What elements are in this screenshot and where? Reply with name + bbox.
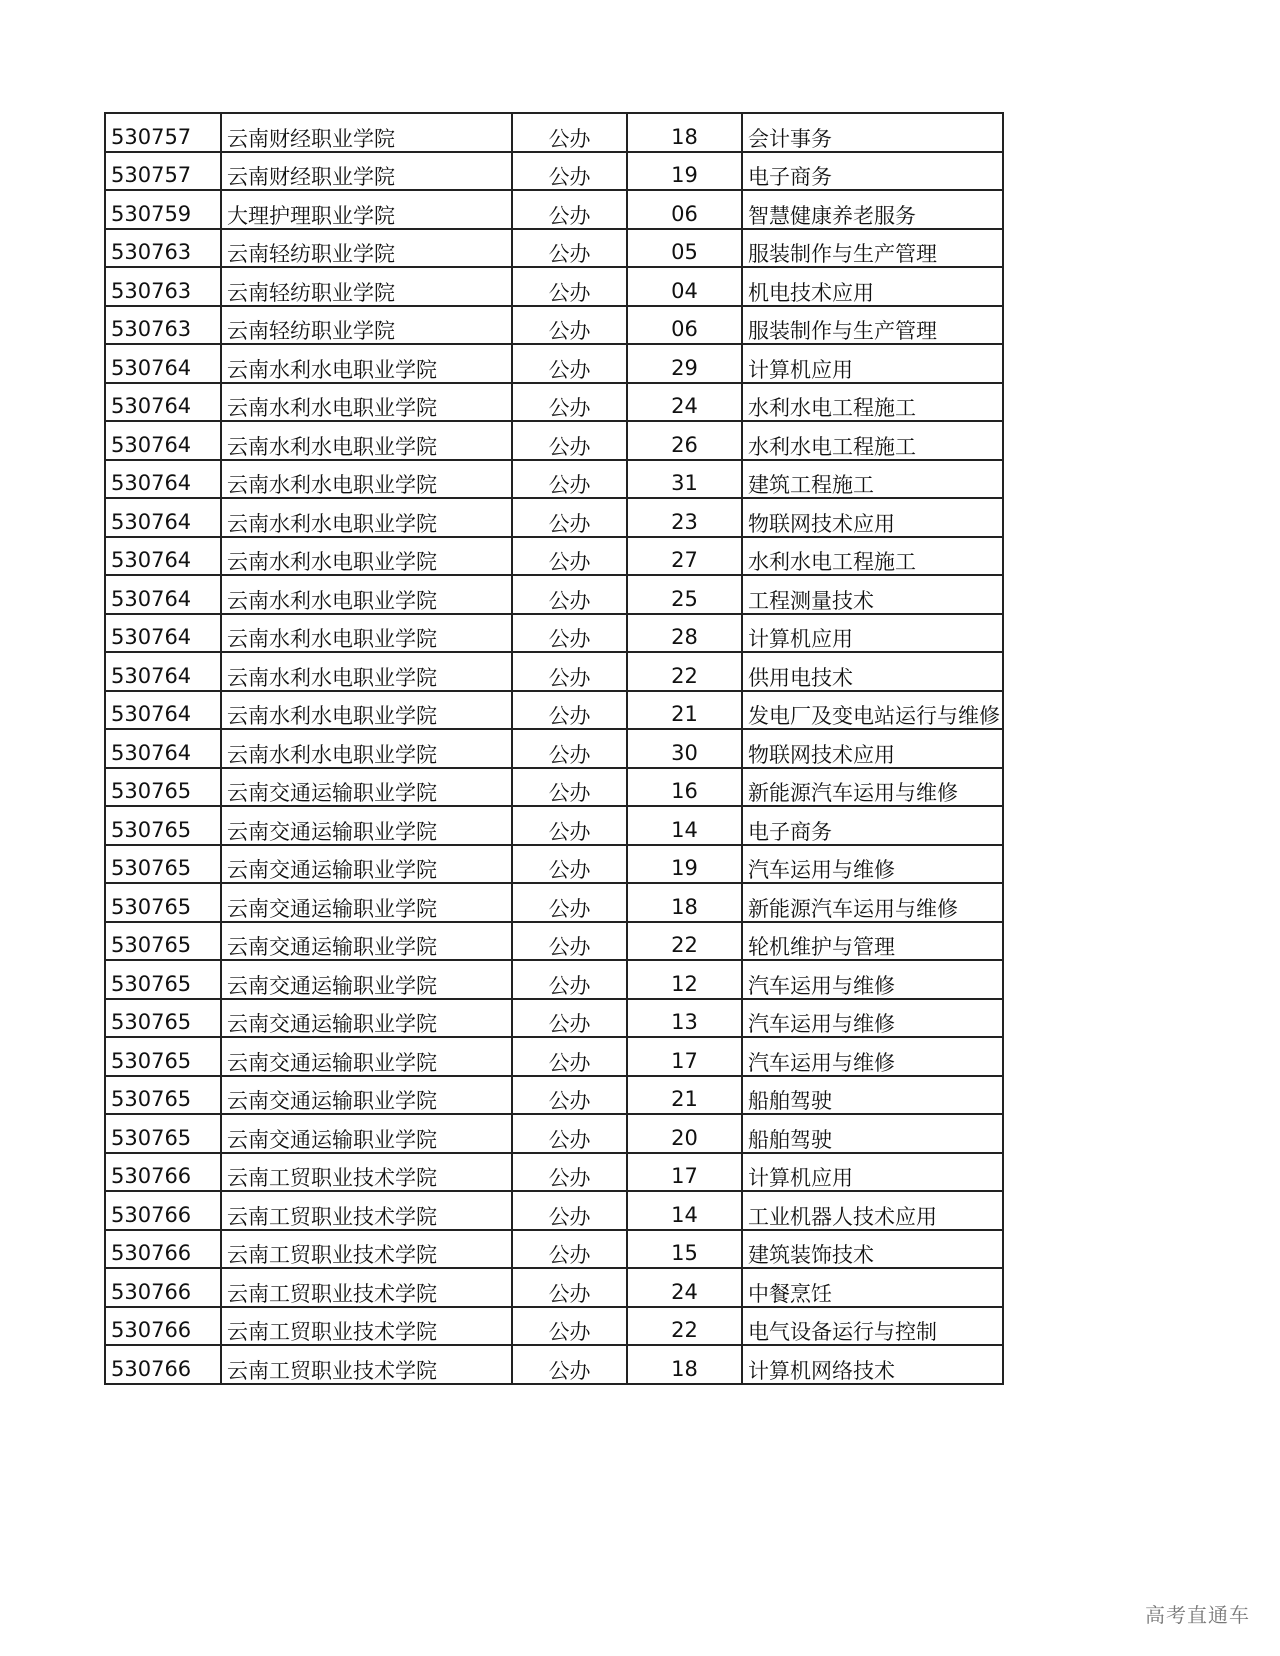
- institution-code-cell: 530765: [105, 922, 221, 961]
- institution-name-cell: 云南交通运输职业学院: [221, 806, 512, 845]
- major-name-cell: 工程测量技术: [742, 575, 1003, 614]
- major-name-cell: 计算机网络技术: [742, 1345, 1003, 1384]
- institution-name-cell: 云南水利水电职业学院: [221, 344, 512, 383]
- major-name-cell: 轮机维护与管理: [742, 922, 1003, 961]
- major-number-cell: 18: [627, 1345, 742, 1384]
- major-number-cell: 17: [627, 1153, 742, 1192]
- table-row: [105, 1345, 1003, 1384]
- ownership-type-cell: 公办: [512, 1037, 627, 1076]
- institution-code-cell: 530764: [105, 729, 221, 768]
- major-name-cell: 汽车运用与维修: [742, 1037, 1003, 1076]
- major-number-cell: 05: [627, 229, 742, 268]
- table-row: [105, 845, 1003, 884]
- major-number-cell: 18: [627, 113, 742, 152]
- major-name-cell: 新能源汽车运用与维修: [742, 768, 1003, 807]
- institution-name-cell: 大理护理职业学院: [221, 190, 512, 229]
- ownership-type-cell: 公办: [512, 922, 627, 961]
- table-row: [105, 267, 1003, 306]
- institution-name-cell: 云南轻纺职业学院: [221, 306, 512, 345]
- ownership-type-cell: 公办: [512, 267, 627, 306]
- ownership-type-cell: 公办: [512, 421, 627, 460]
- institution-name-cell: 云南交通运输职业学院: [221, 1037, 512, 1076]
- table-row: [105, 498, 1003, 537]
- institution-code-cell: 530764: [105, 652, 221, 691]
- institution-name-cell: 云南工贸职业技术学院: [221, 1230, 512, 1269]
- major-number-cell: 24: [627, 1268, 742, 1307]
- table-row: [105, 537, 1003, 576]
- major-name-cell: 新能源汽车运用与维修: [742, 883, 1003, 922]
- institution-name-cell: 云南水利水电职业学院: [221, 575, 512, 614]
- institution-name-cell: 云南水利水电职业学院: [221, 614, 512, 653]
- major-name-cell: 电子商务: [742, 806, 1003, 845]
- institution-name-cell: 云南水利水电职业学院: [221, 691, 512, 730]
- institution-code-cell: 530765: [105, 806, 221, 845]
- institution-code-cell: 530764: [105, 383, 221, 422]
- major-number-cell: 22: [627, 652, 742, 691]
- ownership-type-cell: 公办: [512, 344, 627, 383]
- major-name-cell: 建筑工程施工: [742, 460, 1003, 499]
- institution-code-cell: 530766: [105, 1268, 221, 1307]
- table-row: [105, 575, 1003, 614]
- table-row: [105, 1307, 1003, 1346]
- major-name-cell: 服装制作与生产管理: [742, 229, 1003, 268]
- ownership-type-cell: 公办: [512, 537, 627, 576]
- institution-name-cell: 云南交通运输职业学院: [221, 999, 512, 1038]
- ownership-type-cell: 公办: [512, 1114, 627, 1153]
- table-row: [105, 1230, 1003, 1269]
- major-number-cell: 12: [627, 960, 742, 999]
- major-number-cell: 21: [627, 1076, 742, 1115]
- institution-name-cell: 云南工贸职业技术学院: [221, 1268, 512, 1307]
- major-number-cell: 18: [627, 883, 742, 922]
- major-number-cell: 22: [627, 1307, 742, 1346]
- ownership-type-cell: 公办: [512, 1268, 627, 1307]
- major-name-cell: 智慧健康养老服务: [742, 190, 1003, 229]
- major-number-cell: 14: [627, 1191, 742, 1230]
- major-name-cell: 水利水电工程施工: [742, 383, 1003, 422]
- institution-code-cell: 530763: [105, 229, 221, 268]
- major-number-cell: 04: [627, 267, 742, 306]
- institution-code-cell: 530765: [105, 1037, 221, 1076]
- major-name-cell: 服装制作与生产管理: [742, 306, 1003, 345]
- ownership-type-cell: 公办: [512, 1345, 627, 1384]
- ownership-type-cell: 公办: [512, 575, 627, 614]
- ownership-type-cell: 公办: [512, 729, 627, 768]
- institution-code-cell: 530764: [105, 498, 221, 537]
- table-body: [105, 113, 1003, 1384]
- institution-code-cell: 530764: [105, 460, 221, 499]
- major-number-cell: 13: [627, 999, 742, 1038]
- major-number-cell: 15: [627, 1230, 742, 1269]
- institution-code-cell: 530766: [105, 1191, 221, 1230]
- institution-code-cell: 530765: [105, 999, 221, 1038]
- institution-code-cell: 530759: [105, 190, 221, 229]
- institution-code-cell: 530764: [105, 421, 221, 460]
- institution-code-cell: 530764: [105, 691, 221, 730]
- ownership-type-cell: 公办: [512, 845, 627, 884]
- ownership-type-cell: 公办: [512, 999, 627, 1038]
- institution-name-cell: 云南水利水电职业学院: [221, 498, 512, 537]
- major-number-cell: 19: [627, 152, 742, 191]
- table-row: [105, 806, 1003, 845]
- major-name-cell: 计算机应用: [742, 614, 1003, 653]
- table-row: [105, 383, 1003, 422]
- major-number-cell: 20: [627, 1114, 742, 1153]
- major-number-cell: 26: [627, 421, 742, 460]
- institution-code-cell: 530757: [105, 152, 221, 191]
- major-number-cell: 23: [627, 498, 742, 537]
- table-row: [105, 999, 1003, 1038]
- major-number-cell: 21: [627, 691, 742, 730]
- ownership-type-cell: 公办: [512, 768, 627, 807]
- institution-code-cell: 530766: [105, 1345, 221, 1384]
- major-number-cell: 06: [627, 190, 742, 229]
- institution-code-cell: 530764: [105, 344, 221, 383]
- table-row: [105, 306, 1003, 345]
- institution-code-cell: 530763: [105, 267, 221, 306]
- major-name-cell: 水利水电工程施工: [742, 537, 1003, 576]
- institution-code-cell: 530757: [105, 113, 221, 152]
- ownership-type-cell: 公办: [512, 152, 627, 191]
- institution-name-cell: 云南水利水电职业学院: [221, 383, 512, 422]
- table-row: [105, 922, 1003, 961]
- major-number-cell: 25: [627, 575, 742, 614]
- major-name-cell: 计算机应用: [742, 1153, 1003, 1192]
- table-row: [105, 652, 1003, 691]
- ownership-type-cell: 公办: [512, 229, 627, 268]
- institution-code-cell: 530765: [105, 1076, 221, 1115]
- table-row: [105, 691, 1003, 730]
- major-name-cell: 水利水电工程施工: [742, 421, 1003, 460]
- institution-code-cell: 530764: [105, 614, 221, 653]
- major-name-cell: 机电技术应用: [742, 267, 1003, 306]
- institution-name-cell: 云南工贸职业技术学院: [221, 1191, 512, 1230]
- table-row: [105, 1076, 1003, 1115]
- institution-name-cell: 云南交通运输职业学院: [221, 960, 512, 999]
- institution-name-cell: 云南工贸职业技术学院: [221, 1345, 512, 1384]
- major-name-cell: 电子商务: [742, 152, 1003, 191]
- enrollment-table: [104, 112, 1004, 1385]
- major-name-cell: 建筑装饰技术: [742, 1230, 1003, 1269]
- table-row: [105, 152, 1003, 191]
- table-row: [105, 1153, 1003, 1192]
- major-number-cell: 19: [627, 845, 742, 884]
- table-row: [105, 768, 1003, 807]
- table-row: [105, 1037, 1003, 1076]
- institution-code-cell: 530765: [105, 883, 221, 922]
- institution-name-cell: 云南交通运输职业学院: [221, 768, 512, 807]
- major-number-cell: 22: [627, 922, 742, 961]
- major-name-cell: 物联网技术应用: [742, 498, 1003, 537]
- table-row: [105, 421, 1003, 460]
- table-row: [105, 1268, 1003, 1307]
- institution-name-cell: 云南财经职业学院: [221, 152, 512, 191]
- table-row: [105, 614, 1003, 653]
- institution-name-cell: 云南水利水电职业学院: [221, 537, 512, 576]
- table-row: [105, 1114, 1003, 1153]
- ownership-type-cell: 公办: [512, 460, 627, 499]
- ownership-type-cell: 公办: [512, 1076, 627, 1115]
- institution-code-cell: 530766: [105, 1230, 221, 1269]
- ownership-type-cell: 公办: [512, 960, 627, 999]
- institution-name-cell: 云南财经职业学院: [221, 113, 512, 152]
- major-name-cell: 船舶驾驶: [742, 1076, 1003, 1115]
- major-number-cell: 29: [627, 344, 742, 383]
- major-name-cell: 汽车运用与维修: [742, 845, 1003, 884]
- institution-name-cell: 云南交通运输职业学院: [221, 883, 512, 922]
- ownership-type-cell: 公办: [512, 1230, 627, 1269]
- institution-name-cell: 云南轻纺职业学院: [221, 267, 512, 306]
- major-number-cell: 31: [627, 460, 742, 499]
- institution-code-cell: 530765: [105, 960, 221, 999]
- table-row: [105, 113, 1003, 152]
- ownership-type-cell: 公办: [512, 652, 627, 691]
- major-number-cell: 17: [627, 1037, 742, 1076]
- ownership-type-cell: 公办: [512, 1191, 627, 1230]
- major-number-cell: 06: [627, 306, 742, 345]
- major-name-cell: 物联网技术应用: [742, 729, 1003, 768]
- ownership-type-cell: 公办: [512, 306, 627, 345]
- major-name-cell: 会计事务: [742, 113, 1003, 152]
- ownership-type-cell: 公办: [512, 113, 627, 152]
- major-name-cell: 汽车运用与维修: [742, 960, 1003, 999]
- major-name-cell: 中餐烹饪: [742, 1268, 1003, 1307]
- institution-name-cell: 云南水利水电职业学院: [221, 729, 512, 768]
- ownership-type-cell: 公办: [512, 190, 627, 229]
- major-name-cell: 计算机应用: [742, 344, 1003, 383]
- institution-name-cell: 云南水利水电职业学院: [221, 421, 512, 460]
- institution-name-cell: 云南水利水电职业学院: [221, 460, 512, 499]
- major-name-cell: 工业机器人技术应用: [742, 1191, 1003, 1230]
- major-name-cell: 供用电技术: [742, 652, 1003, 691]
- table-row: [105, 460, 1003, 499]
- ownership-type-cell: 公办: [512, 883, 627, 922]
- table-row: [105, 883, 1003, 922]
- institution-name-cell: 云南交通运输职业学院: [221, 1076, 512, 1115]
- institution-code-cell: 530766: [105, 1153, 221, 1192]
- table-row: [105, 190, 1003, 229]
- major-number-cell: 14: [627, 806, 742, 845]
- major-number-cell: 27: [627, 537, 742, 576]
- table-row: [105, 729, 1003, 768]
- institution-code-cell: 530765: [105, 1114, 221, 1153]
- institution-name-cell: 云南轻纺职业学院: [221, 229, 512, 268]
- table-row: [105, 344, 1003, 383]
- institution-name-cell: 云南交通运输职业学院: [221, 1114, 512, 1153]
- institution-name-cell: 云南交通运输职业学院: [221, 845, 512, 884]
- institution-name-cell: 云南交通运输职业学院: [221, 922, 512, 961]
- major-name-cell: 船舶驾驶: [742, 1114, 1003, 1153]
- major-number-cell: 24: [627, 383, 742, 422]
- ownership-type-cell: 公办: [512, 691, 627, 730]
- institution-code-cell: 530763: [105, 306, 221, 345]
- ownership-type-cell: 公办: [512, 498, 627, 537]
- institution-name-cell: 云南水利水电职业学院: [221, 652, 512, 691]
- table-row: [105, 1191, 1003, 1230]
- institution-code-cell: 530766: [105, 1307, 221, 1346]
- institution-code-cell: 530765: [105, 845, 221, 884]
- ownership-type-cell: 公办: [512, 806, 627, 845]
- ownership-type-cell: 公办: [512, 1153, 627, 1192]
- watermark-text: 高考直通车: [1145, 1603, 1250, 1627]
- major-number-cell: 16: [627, 768, 742, 807]
- major-number-cell: 28: [627, 614, 742, 653]
- table-row: [105, 960, 1003, 999]
- major-name-cell: 电气设备运行与控制: [742, 1307, 1003, 1346]
- ownership-type-cell: 公办: [512, 1307, 627, 1346]
- institution-name-cell: 云南工贸职业技术学院: [221, 1307, 512, 1346]
- ownership-type-cell: 公办: [512, 614, 627, 653]
- institution-code-cell: 530764: [105, 537, 221, 576]
- major-name-cell: 发电厂及变电站运行与维修: [742, 691, 1003, 730]
- ownership-type-cell: 公办: [512, 383, 627, 422]
- major-name-cell: 汽车运用与维修: [742, 999, 1003, 1038]
- table-row: [105, 229, 1003, 268]
- major-number-cell: 30: [627, 729, 742, 768]
- institution-name-cell: 云南工贸职业技术学院: [221, 1153, 512, 1192]
- institution-code-cell: 530765: [105, 768, 221, 807]
- institution-code-cell: 530764: [105, 575, 221, 614]
